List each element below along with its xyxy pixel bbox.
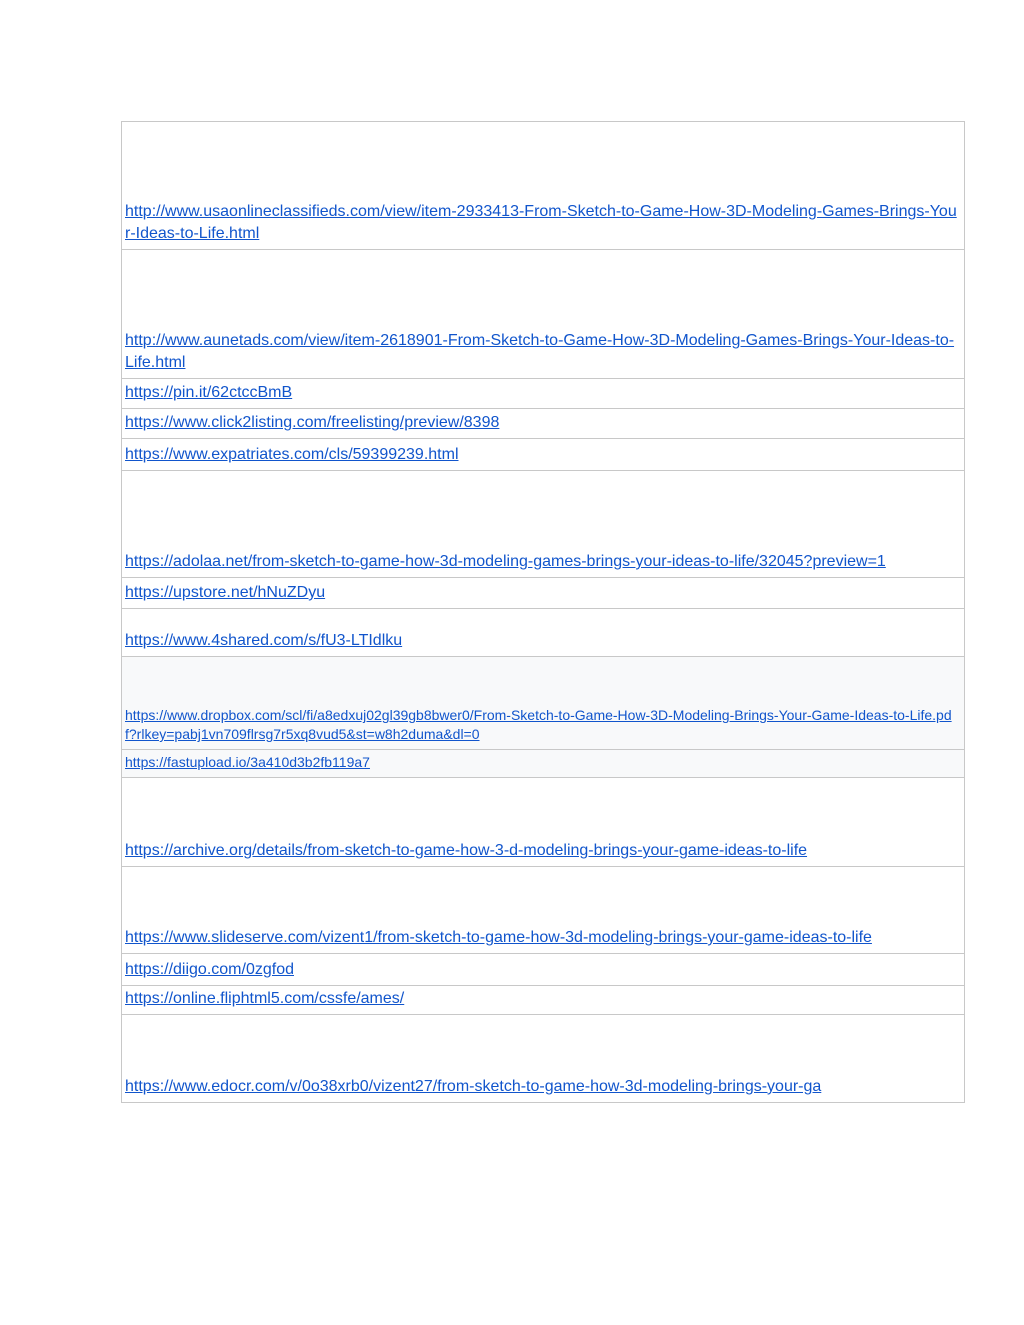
link-fliphtml5[interactable]: https://online.fliphtml5.com/cssfe/ames/ [125,990,405,1007]
table-row [122,470,964,577]
link-usaonlineclassifieds[interactable]: http://www.usaonlineclassifieds.com/view/item-2933413-From-Sketch-to-Game-How-3D-Modeling-Games-Brings-Your-Ideas-to-Life.html [125,203,957,242]
link-adolaa[interactable]: https://adolaa.net/from-sketch-to-game-how-3d-modeling-games-brings-your-ideas-to-life/32045?preview=1 [125,553,886,570]
link-4shared[interactable]: https://www.4shared.com/s/fU3-LTIdlku [125,632,403,649]
table-row [122,1014,964,1102]
table-row [122,656,964,749]
table-row [122,777,964,866]
table-row [122,378,964,408]
table-row [122,985,964,1014]
table-row [122,249,964,378]
link-upstore[interactable]: https://upstore.net/hNuZDyu [125,584,326,601]
link-aunetads[interactable]: http://www.aunetads.com/view/item-2618901-From-Sketch-to-Game-How-3D-Modeling-Games-Brings-Your-Ideas-to-Life.html [125,332,955,371]
table-row [122,438,964,470]
link-table [121,121,965,1103]
link-pinterest[interactable]: https://pin.it/62ctccBmB [125,384,293,401]
link-dropbox[interactable]: https://www.dropbox.com/scl/fi/a8edxuj02gl39gb8bwer0/From-Sketch-to-Game-How-3D-Modeling-Brings-Your-Game-Ideas-to-Life.pdf?rlkey=pabj1vn709flrsg7r5xq8vud5&st=w8h2duma&dl=0 [125,707,952,742]
table-row [122,866,964,953]
link-slideserve[interactable]: https://www.slideserve.com/vizent1/from-sketch-to-game-how-3d-modeling-brings-your-game-ideas-to-life [125,929,872,946]
table-row [122,122,964,249]
link-expatriates[interactable]: https://www.expatriates.com/cls/59399239.html [125,446,459,463]
link-edocr[interactable]: https://www.edocr.com/v/0o38xrb0/vizent27/from-sketch-to-game-how-3d-modeling-brings-your-ga [125,1078,822,1095]
link-archive-org[interactable]: https://archive.org/details/from-sketch-to-game-how-3-d-modeling-brings-your-game-ideas-to-life [125,842,808,859]
link-click2listing[interactable]: https://www.click2listing.com/freelisting/preview/8398 [125,414,500,431]
table-row [122,953,964,985]
table-row [122,749,964,777]
table-row [122,608,964,656]
table-row [122,577,964,608]
link-diigo[interactable]: https://diigo.com/0zgfod [125,961,294,978]
link-fastupload[interactable]: https://fastupload.io/3a410d3b2fb119a7 [125,754,370,770]
table-row [122,408,964,438]
